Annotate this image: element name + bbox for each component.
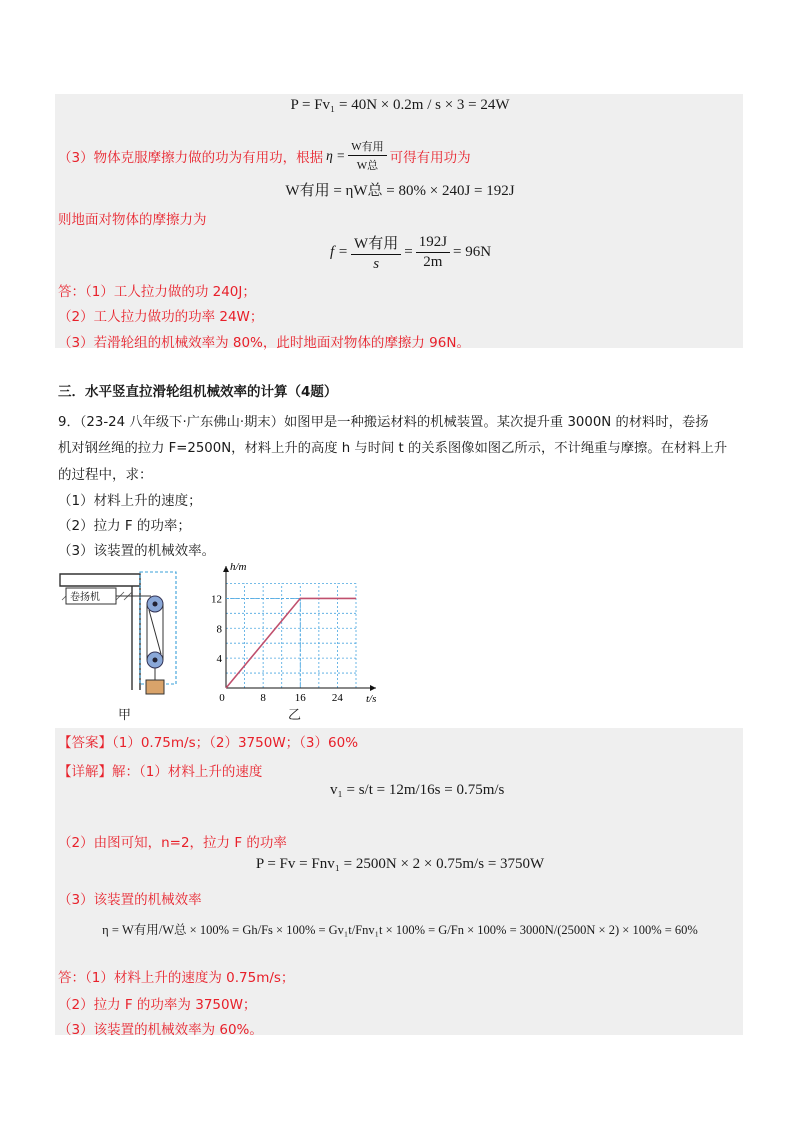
step3-text xyxy=(58,138,471,173)
friction-frac2 xyxy=(416,234,450,271)
friction-frac1 xyxy=(351,232,401,273)
equation-speed xyxy=(330,782,504,799)
figure-jia-apparatus xyxy=(56,568,186,718)
friction-frac1-den: s xyxy=(373,256,380,272)
friction-lhs: f = xyxy=(330,244,349,260)
friction-rhs: = 96N xyxy=(453,244,492,260)
x-tick-label: 24 xyxy=(331,692,343,704)
answer-summary xyxy=(58,731,358,751)
y-axis-arrow xyxy=(223,566,229,572)
eta-denominator: W总 xyxy=(356,160,379,172)
speed-equation-text: v₁ = s/t = 12m/16s = 0.75m/s xyxy=(330,782,505,798)
x-axis-arrow xyxy=(370,685,376,691)
step3b-text: （3）该装置的机械效率 xyxy=(58,892,202,908)
chart-ylabel: h/m xyxy=(230,561,247,573)
step3-suffix: 可得有用功为 xyxy=(389,149,471,166)
equation-efficiency: η = W有用/W总 × 100% = Gh/Fs × 100% = Gv₁t/Fnv₁t × 100% = G/Fn × 100% = 3000N/(2500N × 2) × 100% = 60% xyxy=(102,923,698,937)
friction-intro: 则地面对物体的摩擦力为 xyxy=(58,212,207,228)
equation-useful-work: W有用 = ηW总 = 80% × 240J = 192J xyxy=(285,183,515,199)
equation-power: P = Fv₁ = 40N × 0.2m / s × 3 = 24W xyxy=(290,97,510,113)
x-tick-label: 16 xyxy=(294,692,306,704)
pulley-ropes xyxy=(147,604,163,680)
figure-yi-caption: 乙 xyxy=(288,708,302,723)
fixed-pulley-axle xyxy=(153,602,158,607)
friction-frac2-den: 2m xyxy=(423,254,443,270)
answer-summary-text: （1）0.75m/s；（2）3750W；（3）60% xyxy=(112,735,359,751)
question-line-3: 的过程中，求： xyxy=(58,467,153,483)
equation-power2: P = Fv = Fnv₁ = 2500N × 2 × 0.75m/s = 3750W xyxy=(255,856,545,872)
figure-jia-caption: 甲 xyxy=(118,708,132,723)
eta-fraction xyxy=(348,138,386,173)
question-part-2: （2）拉力 F 的功率； xyxy=(58,518,191,534)
winch-label: 卷扬机 xyxy=(70,592,100,603)
section-title: 三．水平竖直拉滑轮组机械效率的计算（4题） xyxy=(58,384,338,400)
answer2-line-3: （3）该装置的机械效率为 60%。 xyxy=(58,1022,263,1038)
question-part-3: （3）该装置的机械效率。 xyxy=(58,543,216,559)
question-part-1: （1）材料上升的速度； xyxy=(58,493,202,509)
friction-frac2-num: 192J xyxy=(416,234,450,253)
movable-pulley-axle xyxy=(153,658,158,663)
friction-frac1-num: W有用 xyxy=(351,232,401,255)
question-line-2: 机对钢丝绳的拉力 F=2500N，材料上升的高度 h 与时间 t 的关系图像如图乙所示，不计绳重与摩擦。在材料上升 xyxy=(58,441,728,456)
chart-ticks xyxy=(211,593,343,704)
detail-intro xyxy=(58,760,262,780)
step3-prefix: （3）物体克服摩擦力做的功为有用功，根据 xyxy=(58,149,324,166)
answer2-line-1: 答：（1）材料上升的速度为 0.75m/s； xyxy=(58,970,295,986)
detail-text: 解：（1）材料上升的速度 xyxy=(112,764,263,780)
x-tick-label: 0 xyxy=(219,692,225,704)
material-block xyxy=(146,680,164,694)
y-tick-label: 4 xyxy=(216,653,222,666)
question-line-1: 9．（23-24 八年级下·广东佛山·期末）如图甲是一种搬运材料的机械装置。某次提升重 3000N 的材料时，卷扬 xyxy=(58,415,709,430)
detail-tag: 【详解】 xyxy=(58,764,112,780)
eta-numerator: W有用 xyxy=(348,138,386,156)
answer-tag: 【答案】 xyxy=(58,735,112,751)
x-tick-label: 8 xyxy=(260,692,266,704)
equation-friction: f = $\frac{\text{W有用}}{s}$ = $\frac{192J}{2m}$ = 96N xyxy=(330,234,492,272)
answer2-line-2: （2）拉力 F 的功率为 3750W； xyxy=(58,997,257,1013)
y-tick-label: 8 xyxy=(216,623,222,636)
chart-xlabel: t/s xyxy=(366,693,377,705)
answer-line-3: （3）若滑轮组的机械效率为 80%，此时地面对物体的摩擦力 96N。 xyxy=(58,335,470,351)
figure-yi-chart xyxy=(208,560,398,710)
y-tick-label: 12 xyxy=(211,593,222,606)
answer-line-2: （2）工人拉力做功的功率 24W； xyxy=(58,309,264,325)
step2-text: （2）由图可知，n=2，拉力 F 的功率 xyxy=(58,835,287,851)
eta-symbol: η = xyxy=(326,147,346,163)
answer-line-1: 答：（1）工人拉力做的功 240J； xyxy=(58,284,256,300)
